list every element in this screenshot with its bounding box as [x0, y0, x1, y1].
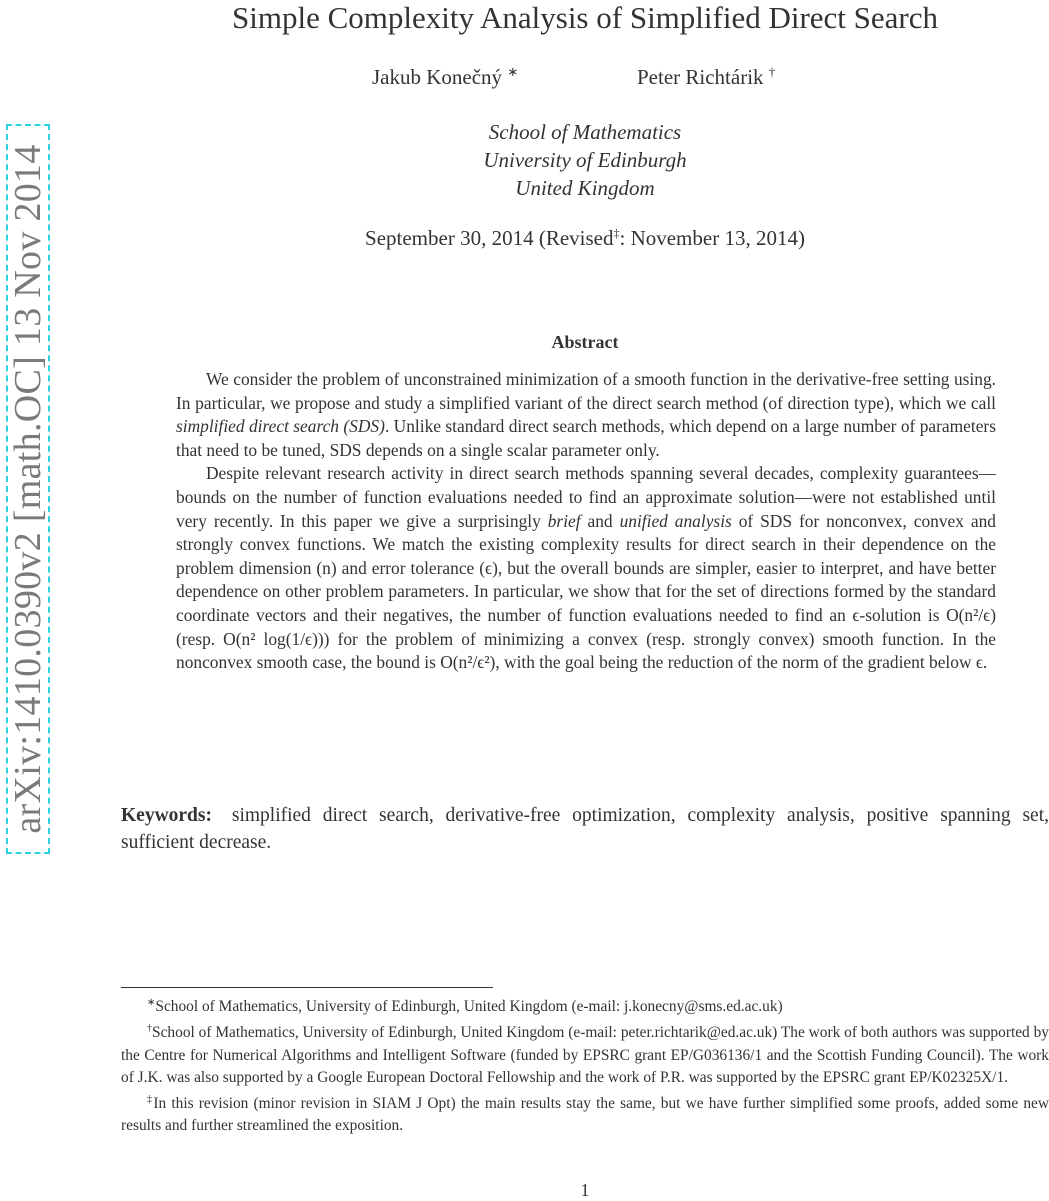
abstract-p1-text-a: We consider the problem of unconstrained minimization of a smooth function in the derivative-free setting using. In particular, we propose and study a simplified variant of the direct search method (of direction type), which we call — [176, 369, 996, 413]
footnote-3-text: In this revision (minor revision in SIAM J Opt) the main results stay the same, but we have further simplified some proofs, added some new results and further streamlined the exposition. — [121, 1095, 1049, 1135]
author-1-mark: ∗ — [507, 64, 519, 79]
footnote-2-mark: † — [147, 1023, 153, 1035]
author-1-name: Jakub Konečný — [372, 65, 503, 89]
abstract-p1-emph: simplified direct search (SDS) — [176, 416, 385, 437]
footnotes — [121, 992, 1049, 1138]
date-mark: ‡ — [613, 226, 620, 240]
abstract-paragraph-1 — [176, 368, 996, 462]
date-suffix: : November 13, 2014) — [619, 226, 805, 250]
page-number: 1 — [580, 1180, 590, 1200]
author-2-name: Peter Richtárik — [637, 65, 764, 89]
footnote-3-mark: ‡ — [147, 1094, 154, 1106]
abstract-heading: Abstract — [551, 332, 619, 352]
footnote-3 — [121, 1089, 1049, 1138]
paper-title: Simple Complexity Analysis of Simplified Direct Search — [231, 0, 939, 35]
affiliation-line-2: University of Edinburgh — [483, 148, 687, 172]
author-2 — [637, 64, 775, 90]
abstract-body — [176, 368, 996, 675]
keywords-label: Keywords: — [121, 805, 212, 826]
author-2-mark: † — [768, 64, 776, 79]
footnote-1-text: School of Mathematics, University of Edinburgh, United Kingdom (e-mail: j.konecny@sms.ed.ac.uk) — [155, 998, 783, 1016]
abstract-p2-text-a: Despite relevant research activity in direct search methods spanning several decades, complexity guarantees—bounds on the number of function evaluations needed to find an approximate solution—were not established until very recently. In this paper we give a surprisingly — [176, 463, 996, 531]
date-prefix: September 30, 2014 (Revised — [365, 226, 614, 250]
abstract-paragraph-2 — [176, 462, 996, 674]
keywords — [121, 802, 1049, 856]
affiliation-line-3: United Kingdom — [515, 176, 655, 200]
footnote-1-mark: ∗ — [147, 997, 156, 1008]
arxiv-id: arXiv:1410.0390v2 [math.OC] 13 Nov 2014 — [7, 144, 49, 834]
abstract-p2-emph-brief: brief — [547, 510, 581, 531]
abstract-p2-emph-unified: unified analysis — [619, 510, 732, 531]
date-line — [120, 226, 1049, 251]
abstract-p2-text-c: and — [580, 510, 620, 531]
footnote-2 — [121, 1018, 1049, 1089]
affiliation-line-1: School of Mathematics — [488, 120, 682, 144]
keywords-text: simplified direct search, derivative-free optimization, complexity analysis, positive spanning set, sufficient decrease. — [121, 805, 1049, 853]
abstract-p2-text-e: of SDS for nonconvex, convex and strongly convex functions. We match the existing complexity results for direct search in their dependence on the problem dimension (n) and error tolerance (ϵ), but the overall bounds are simpler, easier to interpret, and have better dependence on other problem parameters. In particular, we show that for the set of directions formed by the standard coordinate vectors and their negatives, the number of function evaluations needed to find an ϵ-solution is O(n²/ϵ) (resp. O(n² log(1/ϵ))) for the problem of minimizing a convex (resp. strongly convex) smooth function. In the nonconvex smooth case, the bound is O(n²/ϵ²), with the goal being the reduction of the norm of the gradient below ϵ. — [176, 510, 997, 673]
abstract-p1-text-c: . Unlike standard direct search methods, which depend on a large number of parameters that need to be tuned, SDS depends on a single scalar parameter only. — [176, 416, 996, 460]
footnote-2-text: School of Mathematics, University of Edinburgh, United Kingdom (e-mail: peter.richtarik@ed.ac.uk) The work of both authors was supported by the Centre for Numerical Algorithms and Intelligent Software (funded by EPSRC grant EP/G036136/1 and the Scottish Funding Council). The work of J.K. was also supported by a Google European Doctoral Fellowship and the work of P.R. was supported by the EPSRC grant EP/K02325X/1. — [121, 1024, 1049, 1086]
author-1 — [372, 64, 518, 90]
affiliation — [120, 118, 1049, 202]
footnote-rule — [121, 987, 493, 988]
footnote-1 — [121, 992, 1049, 1018]
arxiv-stamp — [6, 124, 50, 854]
